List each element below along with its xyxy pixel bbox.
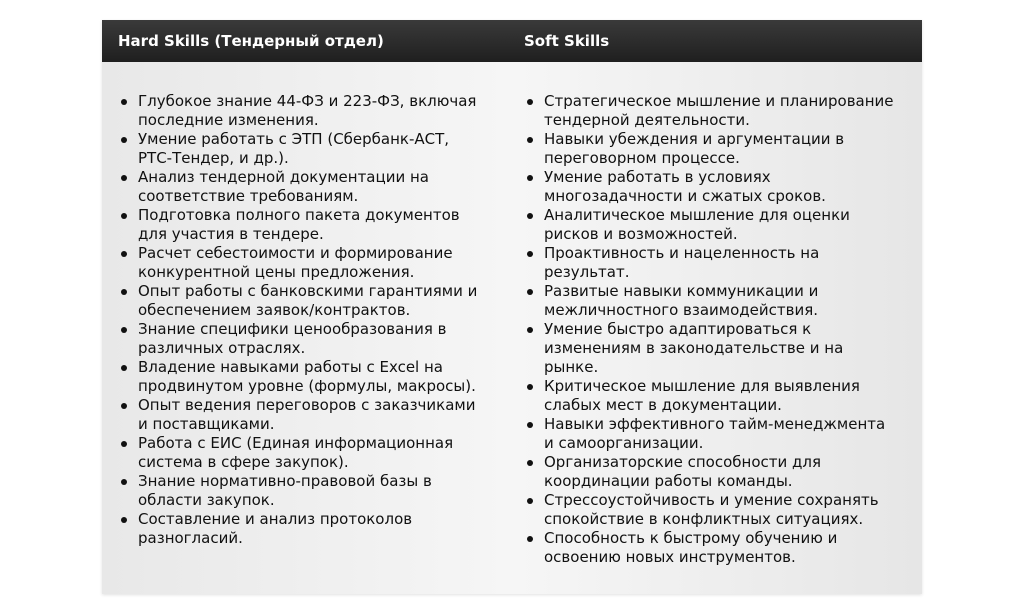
list-item: Умение быстро адаптироваться к изменениям в законодательстве и на рынке. — [524, 320, 896, 377]
skills-table — [102, 20, 922, 594]
list-item: Критическое мышление для выявления слабых мест в документации. — [524, 377, 896, 415]
list-item: Знание специфики ценообразования в различных отраслях. — [118, 320, 478, 358]
list-item: Способность к быстрому обучению и освоению новых инструментов. — [524, 529, 896, 567]
list-item: Развитые навыки коммуникации и межличностного взаимодействия. — [524, 282, 896, 320]
hard-skills-list — [118, 92, 478, 548]
list-item: Работа с ЕИС (Единая информационная система в сфере закупок). — [118, 434, 478, 472]
list-item: Опыт ведения переговоров с заказчиками и поставщиками. — [118, 396, 478, 434]
list-item: Стратегическое мышление и планирование тендерной деятельности. — [524, 92, 896, 130]
soft-skills-list — [524, 92, 896, 567]
list-item: Организаторские способности для координации работы команды. — [524, 453, 896, 491]
table-body — [102, 62, 922, 594]
list-item: Аналитическое мышление для оценки рисков и возможностей. — [524, 206, 896, 244]
list-item: Подготовка полного пакета документов для участия в тендере. — [118, 206, 478, 244]
list-item: Расчет себестоимости и формирование конкурентной цены предложения. — [118, 244, 478, 282]
list-item: Умение работать в условиях многозадачности и сжатых сроков. — [524, 168, 896, 206]
list-item: Глубокое знание 44-ФЗ и 223-ФЗ, включая последние изменения. — [118, 92, 478, 130]
list-item: Опыт работы с банковскими гарантиями и обеспечением заявок/контрактов. — [118, 282, 478, 320]
list-item: Стрессоустойчивость и умение сохранять спокойствие в конфликтных ситуациях. — [524, 491, 896, 529]
list-item: Составление и анализ протоколов разногласий. — [118, 510, 478, 548]
list-item: Знание нормативно-правовой базы в области закупок. — [118, 472, 478, 510]
soft-skills-heading: Soft Skills — [524, 32, 610, 50]
list-item: Проактивность и нацеленность на результат. — [524, 244, 896, 282]
list-item: Владение навыками работы с Excel на продвинутом уровне (формулы, макросы). — [118, 358, 478, 396]
list-item: Анализ тендерной документации на соответствие требованиям. — [118, 168, 478, 206]
list-item: Навыки эффективного тайм-менеджмента и самоорганизации. — [524, 415, 896, 453]
list-item: Умение работать с ЭТП (Сбербанк-АСТ, РТС-Тендер, и др.). — [118, 130, 478, 168]
table-header — [102, 20, 922, 62]
list-item: Навыки убеждения и аргументации в переговорном процессе. — [524, 130, 896, 168]
hard-skills-heading: Hard Skills (Тендерный отдел) — [118, 32, 384, 50]
